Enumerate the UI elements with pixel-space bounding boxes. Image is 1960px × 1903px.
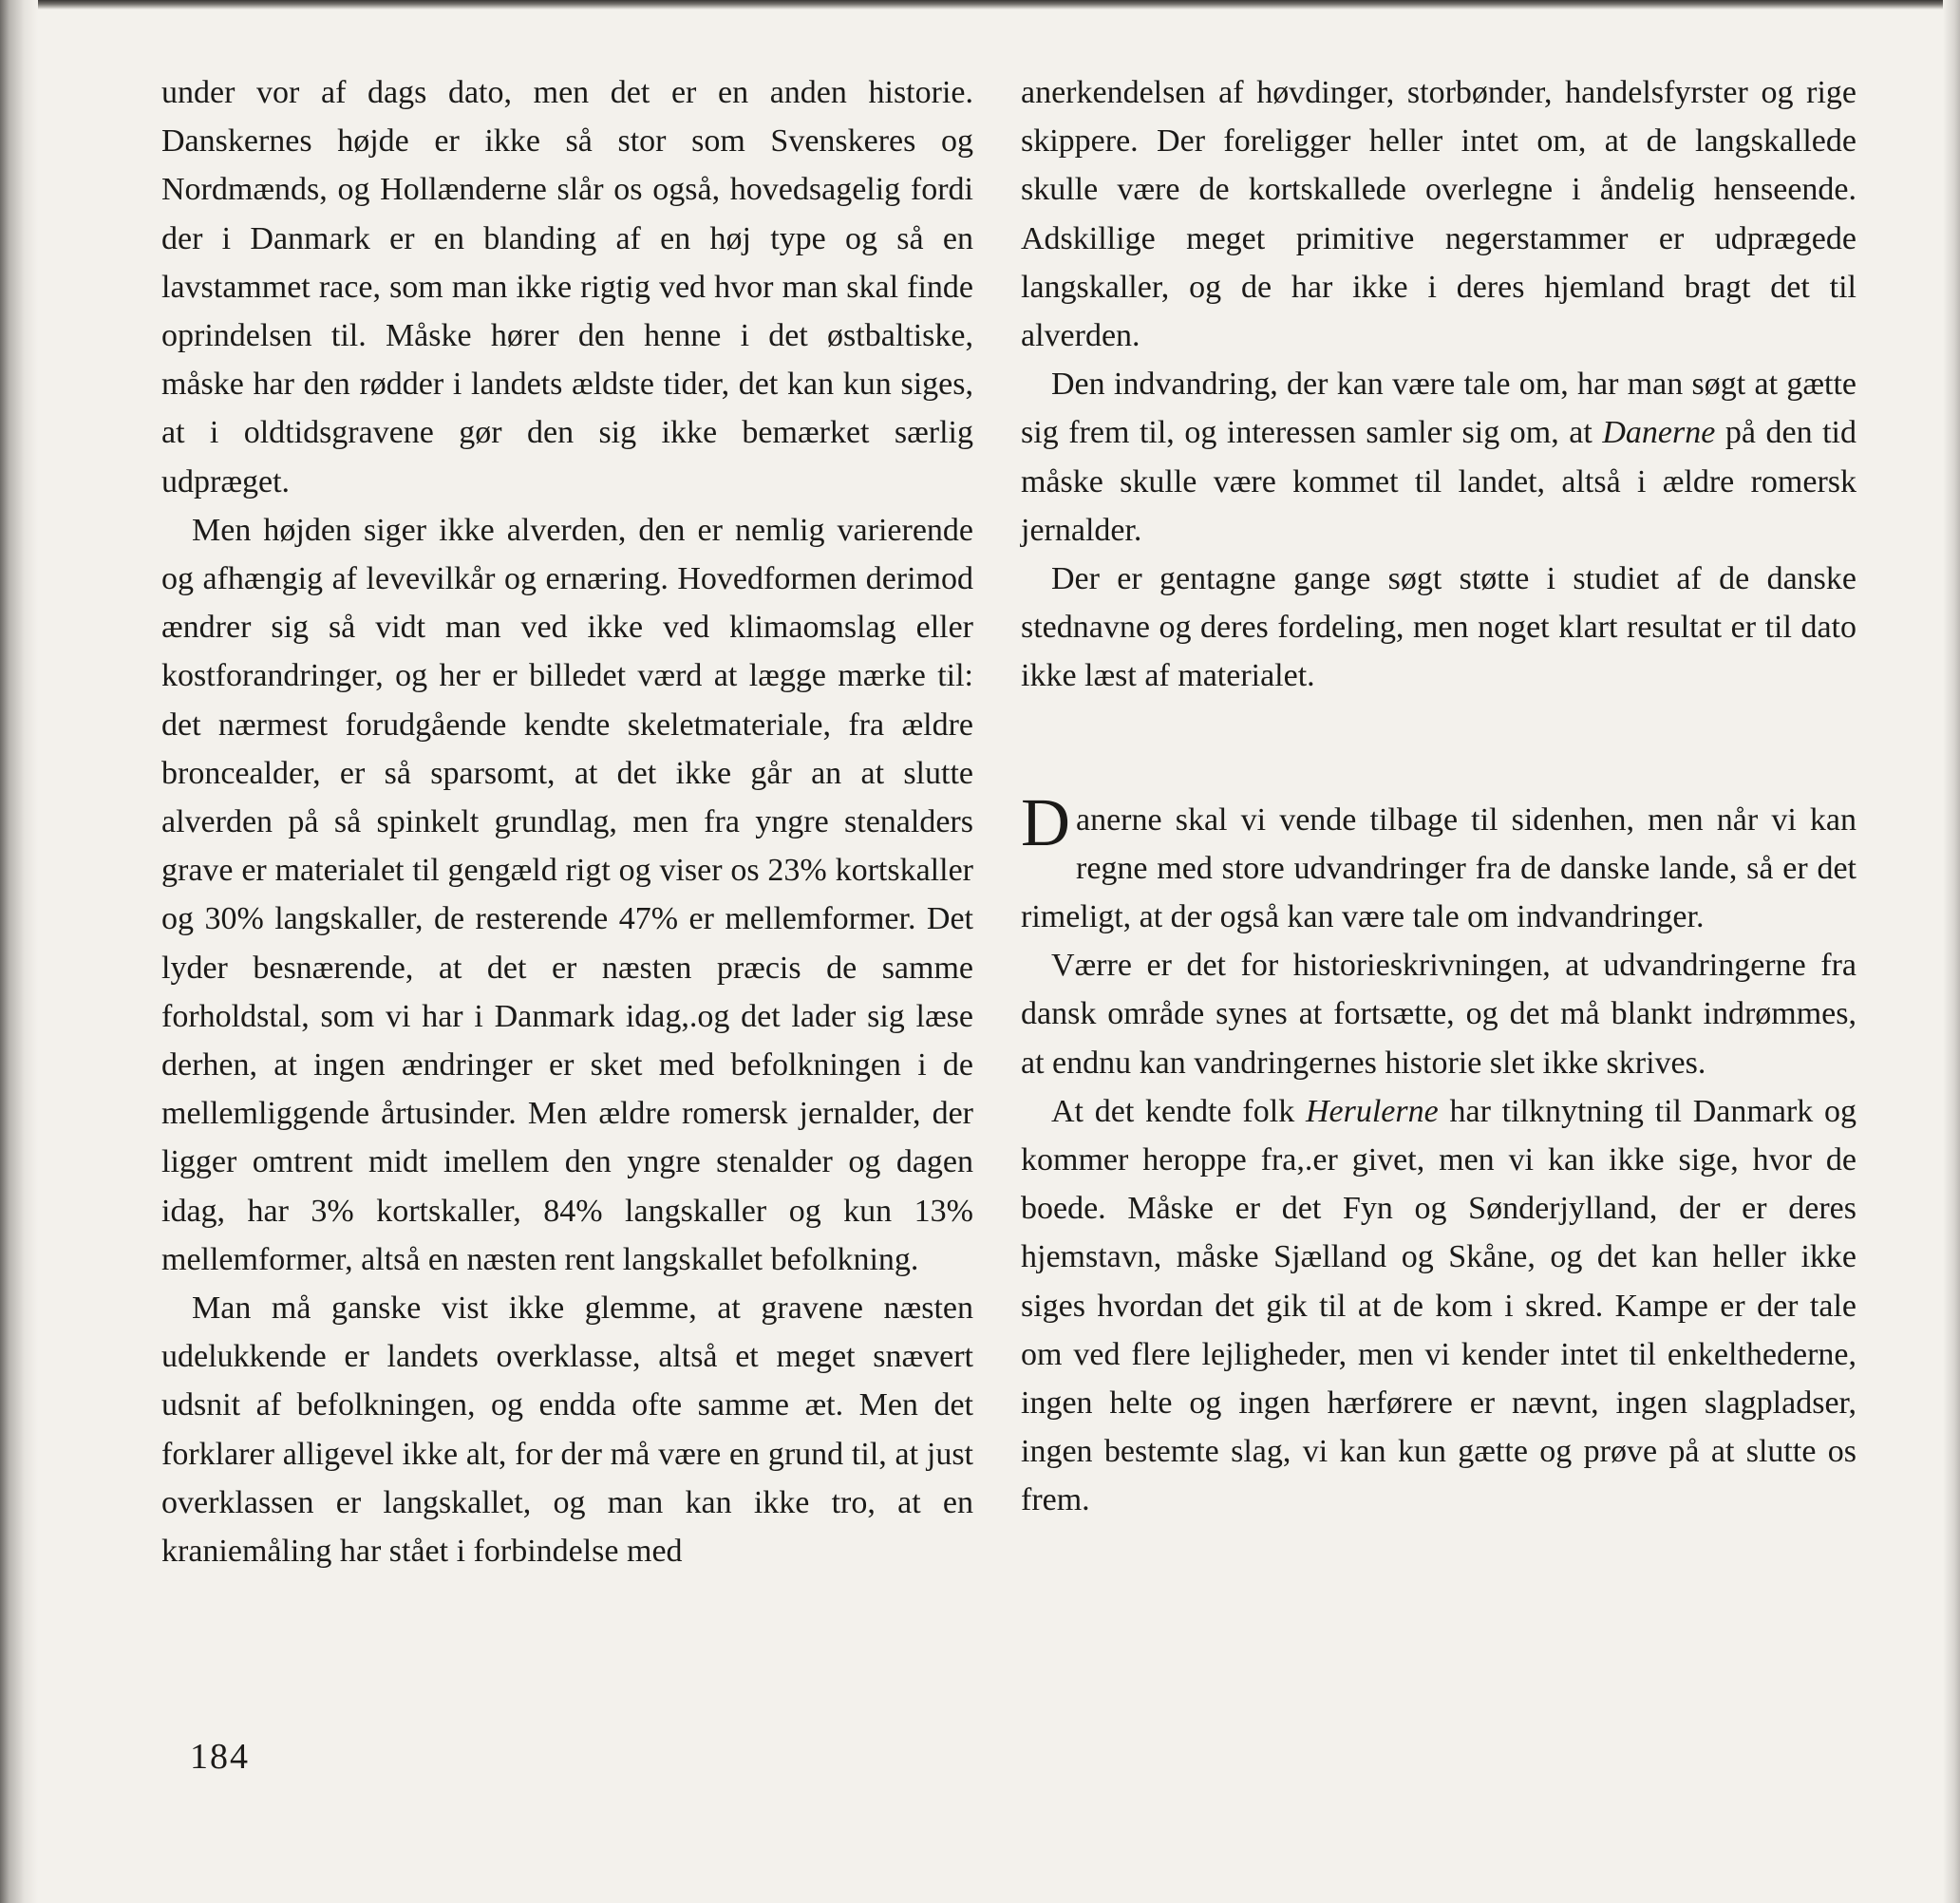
italic-danerne: Danerne bbox=[1602, 415, 1716, 451]
right-paragraph-4-text: anerne skal vi vende tilbage til sidenhen, men når vi kan regne med store udvandringer fra de danske lande, så er det rimeligt, at der også kan være tale om indvandringer. bbox=[1021, 801, 1856, 935]
italic-herulerne: Herulerne bbox=[1305, 1093, 1439, 1129]
page-number: 184 bbox=[190, 1737, 250, 1777]
right-paragraph-2-end: på den tid måske skulle være kommet til landet, altså i ældre romersk jernalder. bbox=[1021, 415, 1856, 548]
right-paragraph-2-start: Den indvandring, der kan være tale om, har man søgt at gætte sig frem til, og interessen samler sig om, at bbox=[1021, 367, 1856, 451]
page-top-edge bbox=[0, 0, 1960, 9]
right-paragraph-5: Værre er det for historieskrivningen, at udvandringerne fra dansk område synes at fortsætte, og det må blankt indrømmes, at endnu kan vandringernes historie slet ikke skrives. bbox=[1021, 948, 1856, 1081]
left-paragraph-3: Man må ganske vist ikke glemme, at gravene næsten udelukkende er landets overklasse, altså et meget snævert udsnit af befolkningen, og endda ofte samme æt. Men det forklarer alligevel ikke alt, for der må være en grund til, at just overklassen er langskallet, og man kan ikke tro, at en kraniemåling har stået i forbindelse med bbox=[161, 1291, 973, 1570]
drop-cap: D bbox=[1021, 783, 1070, 860]
right-paragraph-2 bbox=[1021, 360, 1856, 555]
right-paragraph-3: Der er gentagne gange søgt støtte i studiet af de danske stednavne og deres fordeling, men noget klart resultat er til dato ikke læst af materialet. bbox=[1021, 561, 1856, 694]
right-text-column bbox=[1021, 68, 1856, 1525]
left-paragraph-2: Men højden siger ikke alverden, den er nemlig varierende og afhængig af levevilkår og ernæring. Hovedformen derimod ændrer sig så vidt man ved ikke ved klimaomslag eller kostforandringer, og her er billedet værd at lægge mærke til: det nærmest forudgående kendte skeletmateriale, fra ældre broncealder, er så sparsomt, at det ikke går an at slutte alverden på så spinkelt grundlag, men fra yngre stenalders grave er materialet til gengæld rigt og viser os 23% kortskaller og 30% langskaller, de resterende 47% er mellemformer. Det lyder besnærende, at det er næsten præcis de samme forholdstal, som vi har i Danmark idag,.og det lader sig læse derhen, at ingen ændringer er sket med befolkningen i de mellemliggende årtusinder. Men ældre romersk jernalder, der ligger omtrent midt imellem den yngre stenalder og dagen idag, har 3% kortskaller, 84% langskaller og kun 13% mellemformer, altså en næsten rent langskallet befolkning. bbox=[161, 512, 973, 1277]
right-paragraph-6-end: har tilknytning til Danmark og kommer heroppe fra,.er givet, men vi kan ikke sige, hvor de boede. Måske er det Fyn og Sønderjylland, der er deres hjemstavn, måske Sjælland og Skåne, og det kan heller ikke siges hvordan det gik til at de kom i skred. Kampe er der tale om ved flere lejligheder, men vi kender intet til enkelthederne, ingen helte og ingen hærførere er nævnt, ingen slagpladser, ingen bestemte slag, vi kan kun gætte og prøve på at slutte os frem. bbox=[1021, 1093, 1856, 1518]
right-paragraph-4 bbox=[1021, 783, 1856, 942]
right-paragraph-6 bbox=[1021, 1087, 1856, 1525]
section-break bbox=[1021, 701, 1856, 796]
right-paragraph-1: anerkendelsen af høvdinger, storbønder, handelsfyrster og rige skippere. Der foreligger heller intet om, at de langskallede skulle være de kortskallede overlegne i åndelig henseende. Adskillige meget primitive negerstammer er udprægede langskaller, og de har ikke i deres hjemland bragt det til alverden. bbox=[1021, 75, 1856, 354]
left-text-column bbox=[161, 68, 973, 1575]
right-paragraph-6-start: At det kendte folk bbox=[1051, 1093, 1306, 1129]
left-paragraph-1: under vor af dags dato, men det er en anden historie. Danskernes højde er ikke så stor som Svenskeres og Nordmænds, og Hollænderne slår os også, hovedsagelig fordi der i Danmark er en blanding af en høj type og så en lavstammet race, som man ikke rigtig ved hvor man skal finde oprindelsen til. Måske hører den henne i det østbaltiske, måske har den rødder i landets ældste tider, det kan kun siges, at i oldtidsgravene gør den sig ikke bemærket særlig udpræget. bbox=[161, 75, 973, 499]
page-right-edge bbox=[1943, 0, 1960, 1903]
book-gutter-shadow bbox=[0, 0, 38, 1903]
